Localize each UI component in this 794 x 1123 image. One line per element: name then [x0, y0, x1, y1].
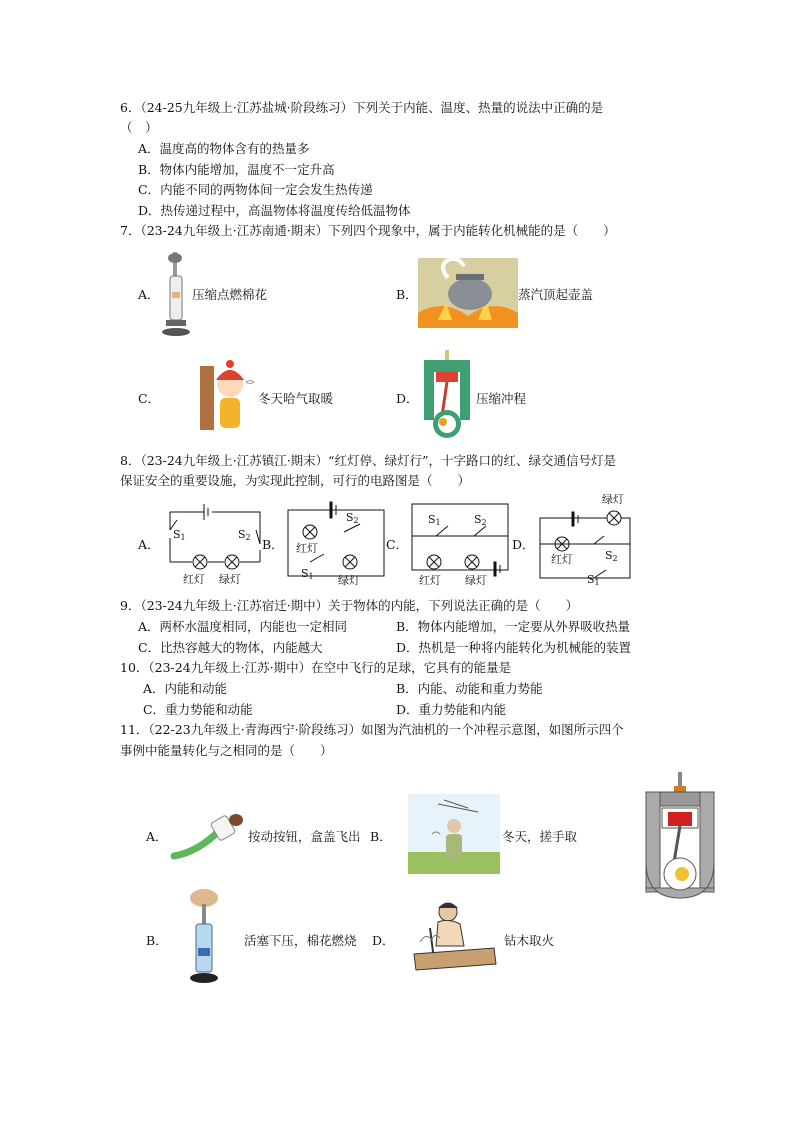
circuit-c-green-label: 绿灯	[465, 574, 487, 587]
q8-letter-b: B．	[262, 537, 284, 552]
q6-option-d: D．热传递过程中，高温物体将温度传给低温物体	[138, 203, 411, 218]
circuit-d-green-label: 绿灯	[602, 493, 624, 506]
q11-option-c-text: 活塞下压，棉花燃烧	[244, 933, 357, 948]
q8-letter-c: C．	[386, 537, 409, 552]
q10-option-a: A．内能和动能	[143, 681, 228, 696]
circuit-a-red-label: 红灯	[183, 573, 205, 586]
q7-option-c-text: 冬天哈气取暖	[258, 391, 334, 406]
q11-option-b-text: 冬天，搓手取	[502, 829, 578, 844]
rubbing-hands-winter-image	[408, 794, 500, 874]
q10-stem: 10．（23-24九年级上·江苏·期中）在空中飞行的足球，它具有的能量是	[120, 660, 512, 675]
circuit-a-green-label: 绿灯	[219, 573, 241, 586]
girl-breathing-warm-air-image	[198, 356, 258, 432]
q8-stem-line2: 保证安全的重要设施，为实现此控制，可行的电路图是（ ）	[120, 473, 471, 488]
q6-stem: 6．（24-25九年级上·江苏盐城·阶段练习）下列关于内能、温度、热量的说法中正确的是	[120, 100, 604, 115]
switch-d-s2-label: $S_2$	[605, 549, 618, 563]
q9-option-a: A．两杯水温度相同，内能也一定相同	[138, 619, 348, 634]
q8-stem-line1: 8．（23-24九年级上·江苏镇江·期末）“红灯停、绿灯行”，十字路口的红、绿交通信号灯是	[120, 453, 616, 468]
q7-option-d-text: 压缩冲程	[476, 391, 527, 406]
q7-option-a-text: 压缩点燃棉花	[192, 287, 268, 302]
switch-a-s2-label: $S_2$	[238, 528, 251, 542]
q11-option-a-letter: A．	[146, 829, 168, 844]
q8-letter-d: D．	[512, 537, 535, 552]
q7-option-d-letter: D．	[396, 391, 419, 406]
q8-letter-a: A．	[138, 537, 160, 552]
spray-bottle-lid-image	[168, 808, 246, 864]
switch-b-s1-label: $S_1$	[301, 567, 314, 581]
circuit-d-red-label: 红灯	[551, 553, 573, 566]
q11-option-d-letter: D．	[372, 933, 395, 948]
circuit-c-red-label: 红灯	[419, 574, 441, 587]
drilling-wood-fire-image	[408, 898, 500, 974]
q7-option-b-letter: B．	[396, 287, 418, 302]
q10-option-b: B．内能、动能和重力势能	[396, 681, 543, 696]
switch-b-s2-label: $S_2$	[346, 511, 359, 525]
q9-option-d: D．热机是一种将内能转化为机械能的装置	[396, 640, 632, 655]
q9-option-c: C．比热容越大的物体，内能越大	[138, 640, 323, 655]
q6-option-a: A．温度高的物体含有的热量多	[138, 141, 310, 156]
q11-option-c-letter: B．	[146, 933, 168, 948]
q11-stem-line2: 事例中能量转化与之相同的是（ ）	[120, 743, 333, 758]
q7-option-c-letter: C．	[138, 391, 161, 406]
q11-option-d-text: 钻木取火	[504, 933, 555, 948]
q9-option-b: B．物体内能增加，一定要从外界吸收热量	[396, 619, 631, 634]
circuit-b-green-label: 绿灯	[338, 574, 360, 587]
q6-option-c: C．内能不同的两物体间一定会发生热传递	[138, 182, 373, 197]
q10-option-c: C．重力势能和动能	[143, 702, 253, 717]
q6-blank: （ ）	[120, 120, 158, 135]
q9-stem: 9．（23-24九年级上·江苏宿迁·期中）关于物体的内能，下列说法正确的是（ ）	[120, 598, 579, 613]
q11-option-b-letter: B．	[370, 829, 392, 844]
circuit-b-red-label: 红灯	[296, 542, 318, 555]
engine-compression-stroke-image	[418, 350, 476, 442]
q11-stem-line1: 11．（22-23九年级上·青海西宁·阶段练习）如图为汽油机的一个冲程示意图，如图所示四个	[120, 722, 624, 737]
switch-c-s1-label: $S_1$	[428, 513, 441, 527]
q6-option-b: B．物体内能增加，温度不一定升高	[138, 162, 335, 177]
air-compression-syringe-image	[160, 250, 192, 338]
switch-d-s1-label: $S_1$	[587, 573, 600, 587]
switch-a-s1-label: $S_1$	[173, 528, 186, 542]
q7-option-a-letter: A．	[138, 287, 160, 302]
kettle-steam-image	[418, 258, 518, 328]
piston-compression-tube-image	[180, 888, 232, 986]
gasoline-engine-stroke-image	[640, 770, 720, 900]
q7-stem: 7．（23-24九年级上·江苏南通·期末）下列四个现象中，属于内能转化机械能的是（ ）	[120, 223, 616, 238]
q11-option-a-text: 按动按钮，盒盖飞出	[248, 829, 361, 844]
q7-option-b-text: 蒸汽顶起壶盖	[518, 287, 594, 302]
circuit-d-diagram	[534, 500, 638, 590]
switch-c-s2-label: $S_2$	[474, 513, 487, 527]
q10-option-d: D．重力势能和内能	[396, 702, 507, 717]
